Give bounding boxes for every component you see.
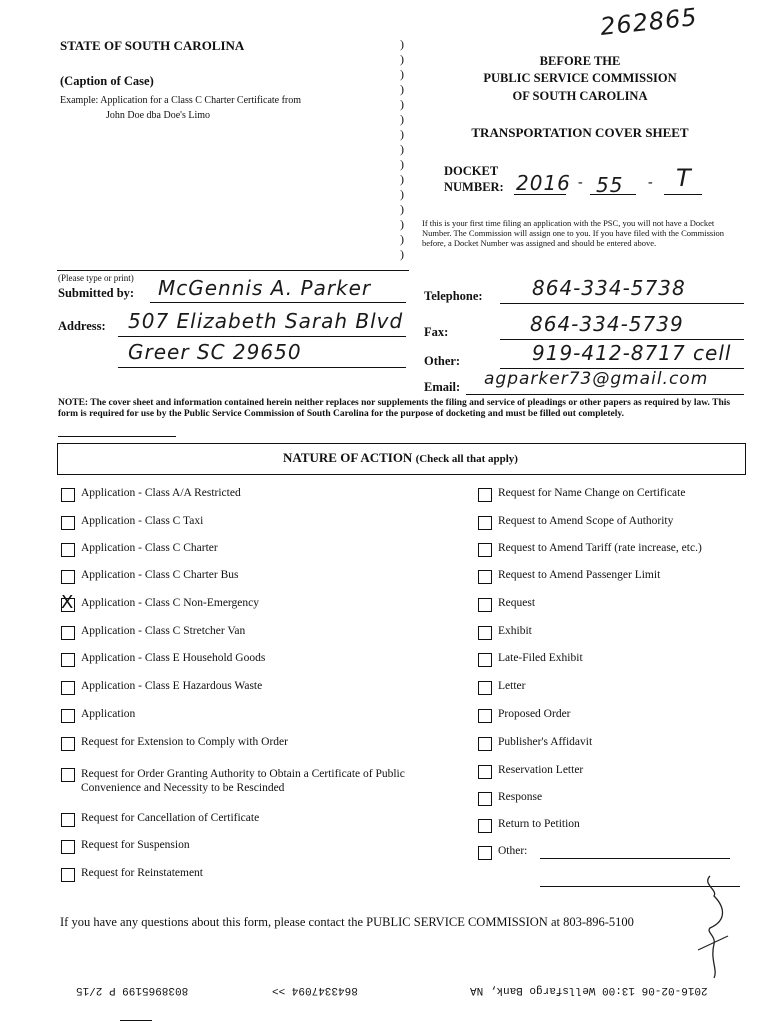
check-mark-icon: X [61, 592, 74, 613]
right-checkbox-letter[interactable] [478, 681, 492, 695]
address-line2-rule [118, 367, 406, 368]
right-checkbox-response[interactable] [478, 792, 492, 806]
right-label-reservation-letter: Reservation Letter [498, 764, 584, 776]
left-label-application-class-e-hazardous-waste: Application - Class E Hazardous Waste [81, 680, 263, 692]
left-checkbox-application-class-c-non-emergency[interactable] [61, 592, 75, 613]
telephone-label: Telephone: [424, 289, 483, 303]
right-checkbox-request-for-name-change-on-certificate[interactable] [478, 488, 492, 502]
handwritten-mark [688, 870, 738, 980]
address-line1-rule [118, 336, 406, 337]
address-line2[interactable]: Greer SC 29650 [128, 340, 302, 364]
right-label-request-to-amend-scope-of-authority: Request to Amend Scope of Authority [498, 515, 674, 527]
right-label-proposed-order: Proposed Order [498, 708, 571, 720]
fax-label: Fax: [424, 325, 449, 339]
right-label-publisher-s-affidavit: Publisher's Affidavit [498, 736, 593, 748]
caption-example-line1: Example: Application for a Class C Charter Certificate from [60, 95, 302, 106]
left-label-request-for-extension-to-comply-with-order: Request for Extension to Comply with Order [81, 736, 288, 748]
right-label-late-filed-exhibit: Late-Filed Exhibit [498, 652, 583, 664]
right-label-request: Request [498, 597, 536, 609]
left-checkbox-application[interactable] [61, 709, 75, 723]
submitted-by-label: Submitted by: [58, 286, 135, 300]
telephone-line [500, 303, 744, 304]
print-hint: (Please type or print) [58, 273, 134, 283]
email-value[interactable]: agparker73@gmail.com [484, 369, 709, 389]
left-checkbox-application-class-e-hazardous-waste[interactable] [61, 681, 75, 695]
left-checkbox-application-class-e-household-goods[interactable] [61, 653, 75, 667]
left-checkbox-request-for-extension-to-comply-with-order[interactable] [61, 737, 75, 751]
left-checkbox-application-class-c-taxi[interactable] [61, 516, 75, 530]
footer-dash [120, 1020, 152, 1021]
commission-heading: PUBLIC SERVICE COMMISSION [483, 71, 677, 85]
docket-separator-2: - [648, 175, 653, 190]
right-checkbox-exhibit[interactable] [478, 626, 492, 640]
left-label-request-for-cancellation-of-certificate: Request for Cancellation of Certificate [81, 812, 260, 824]
right-label-exhibit: Exhibit [498, 625, 532, 637]
state-heading: STATE OF SOUTH CAROLINA [60, 38, 245, 53]
email-label: Email: [424, 380, 461, 394]
stamp-number: 262865 [598, 2, 699, 42]
left-checkbox-request-for-suspension[interactable] [61, 840, 75, 854]
before-heading: BEFORE THE [539, 54, 621, 68]
nature-of-action-heading [57, 450, 744, 466]
left-label-request-for-suspension: Request for Suspension [81, 839, 190, 851]
docket-separator-1: - [578, 175, 583, 190]
docket-note: If this is your first time filing an application with the PSC, you will not have a Docket Number. The Commission will assign one to you. If you have filed with the Commission before, a Docket Number was assigned and should be entered above. [422, 218, 725, 248]
header-divider [57, 270, 409, 271]
nature-subtitle: (Check all that apply) [415, 453, 518, 465]
left-label-application-class-e-household-goods: Application - Class E Household Goods [81, 652, 266, 664]
left-label-application-class-c-non-emergency: Application - Class C Non-Emergency [81, 597, 260, 609]
fax-header-a: 2016-02-06 13:00 Wellsfargo Bank, NA [470, 984, 708, 996]
right-checkbox-request-to-amend-tariff-rate-increase-etc[interactable] [478, 543, 492, 557]
nature-title: NATURE OF ACTION [283, 450, 413, 465]
left-label-request-for-order-granting-authority-to-obtain-a-certificate-of-public-convenience-and-necessity-to-be-rescinded: Request for Order Granting Authority to Obtain a Certificate of Public Convenience and Necessity to be Rescinded [81, 768, 405, 794]
submitted-by-value[interactable]: McGennis A. Parker [158, 276, 372, 300]
note-underline [58, 436, 176, 437]
docket-type[interactable]: T [676, 164, 692, 192]
left-checkbox-request-for-cancellation-of-certificate[interactable] [61, 813, 75, 827]
right-checkbox-late-filed-exhibit[interactable] [478, 653, 492, 667]
left-checkbox-application-class-a-a-restricted[interactable] [61, 488, 75, 502]
sheet-title: TRANSPORTATION COVER SHEET [471, 125, 689, 140]
right-label-letter: Letter [498, 680, 526, 692]
right-label-return-to-petition: Return to Petition [498, 818, 580, 830]
right-checkbox-other[interactable] [478, 846, 492, 860]
right-label-response: Response [498, 791, 543, 803]
left-checkbox-request-for-order-granting-authority-to-obtain-a-certificate-of-public-convenience-and-necessity-to-be-rescinded[interactable] [61, 768, 75, 782]
fax-value[interactable]: 864-334-5739 [530, 312, 684, 336]
fax-line [500, 339, 744, 340]
other-label: Other: [424, 354, 461, 368]
docket-middle-line [590, 194, 636, 195]
telephone-value[interactable]: 864-334-5738 [532, 276, 686, 300]
submitted-by-line [150, 302, 406, 303]
right-label-other: Other: [498, 845, 528, 857]
docket-middle[interactable]: 55 [596, 173, 624, 197]
docket-label: DOCKET NUMBER: [444, 164, 504, 194]
docket-year-line [514, 194, 566, 195]
caption-example-line2: John Doe dba Doe's Limo [106, 110, 211, 121]
right-checkbox-request-to-amend-scope-of-authority[interactable] [478, 516, 492, 530]
fax-header-c: 8038965199 P 2/15 [76, 984, 189, 996]
right-label-request-to-amend-tariff-rate-increase-etc: Request to Amend Tariff (rate increase, etc.) [498, 542, 702, 554]
right-checkbox-return-to-petition[interactable] [478, 819, 492, 833]
right-checkbox-proposed-order[interactable] [478, 709, 492, 723]
left-label-application-class-a-a-restricted: Application - Class A/A Restricted [81, 487, 241, 499]
left-checkbox-application-class-c-charter-bus[interactable] [61, 570, 75, 584]
left-checkbox-application-class-c-stretcher-van[interactable] [61, 626, 75, 640]
left-checkbox-request-for-reinstatement[interactable] [61, 868, 75, 882]
docket-year[interactable]: 2016 [516, 171, 571, 195]
state-commission-heading: OF SOUTH CAROLINA [512, 89, 648, 103]
right-checkbox-reservation-letter[interactable] [478, 765, 492, 779]
email-line [466, 394, 744, 395]
contact-text: If you have any questions about this form, please contact the PUBLIC SERVICE COMMISSION at 803-896-5100 [60, 915, 634, 929]
right-checkbox-publisher-s-affidavit[interactable] [478, 737, 492, 751]
address-line1[interactable]: 507 Elizabeth Sarah Blvd [128, 309, 404, 333]
right-label-request-to-amend-passenger-limit: Request to Amend Passenger Limit [498, 569, 661, 581]
left-checkbox-application-class-c-charter[interactable] [61, 543, 75, 557]
left-label-request-for-reinstatement: Request for Reinstatement [81, 867, 203, 879]
address-label: Address: [58, 319, 106, 333]
left-label-application-class-c-stretcher-van: Application - Class C Stretcher Van [81, 625, 246, 637]
fax-header-b: 8643347094 >> [272, 984, 358, 996]
right-label-request-for-name-change-on-certificate: Request for Name Change on Certificate [498, 487, 686, 499]
note-text: NOTE: The cover sheet and information contained herein neither replaces nor supplements the filing and service of pleadings or other papers as required by law. This form is required for use by the Public Service Commission of South Carolina for the purpose of docketing and must be filled out completely. [58, 398, 731, 419]
docket-type-line [664, 194, 702, 195]
left-label-application-class-c-charter: Application - Class C Charter [81, 542, 218, 554]
left-label-application-class-c-charter-bus: Application - Class C Charter Bus [81, 569, 239, 581]
other-value[interactable]: 919-412-8717 cell [532, 341, 732, 365]
right-checkbox-request-to-amend-passenger-limit[interactable] [478, 570, 492, 584]
left-label-application-class-c-taxi: Application - Class C Taxi [81, 515, 204, 527]
left-label-application: Application [81, 708, 136, 720]
caption-label: (Caption of Case) [60, 74, 154, 88]
right-checkbox-request[interactable] [478, 598, 492, 612]
other-action-line [540, 858, 730, 859]
